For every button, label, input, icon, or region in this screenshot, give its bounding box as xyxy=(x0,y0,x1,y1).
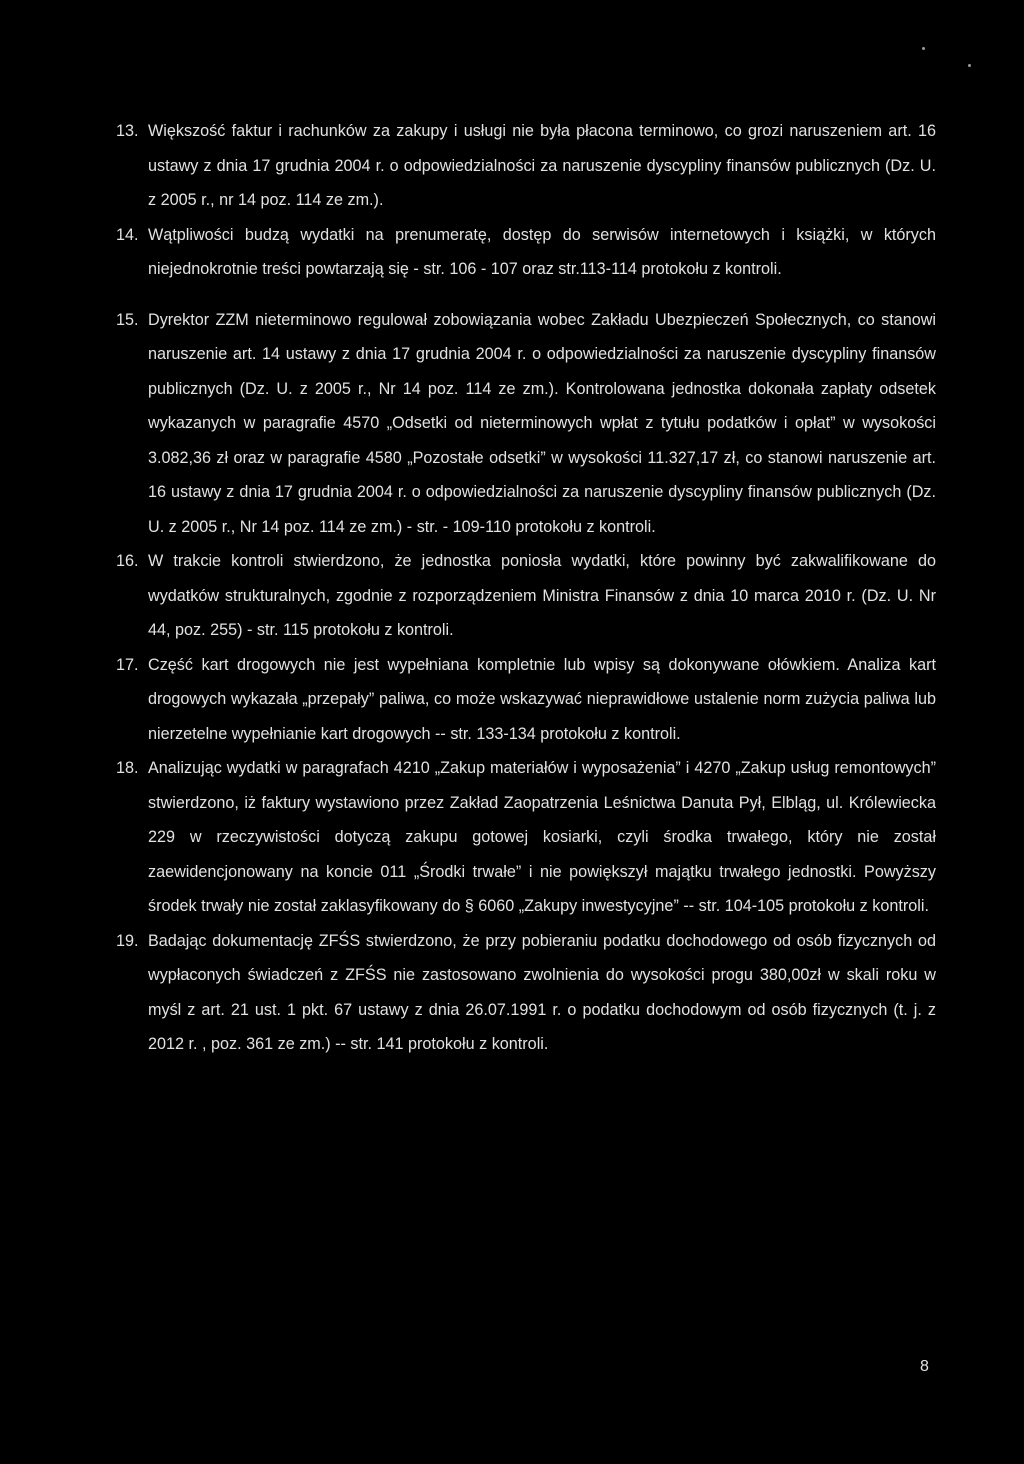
item-number: 19. xyxy=(116,931,139,950)
item-text: Badając dokumentację ZFŚS stwierdzono, że przy pobieraniu podatku dochodowego od osób fizycznych od wypłaconych świadczeń z ZFŚS nie zastosowano zwolnienia do wysokości progu 380,00zł w skali roku w myśl z art. 21 ust. 1 pkt. 67 ustawy z dnia 26.07.1991 r. o podatku dochodowym od osób fizycznych (t. j. z 2012 r. , poz. 361 ze zm.) -- str. 141 protokołu z kontroli. xyxy=(148,931,936,1053)
findings-list xyxy=(116,114,936,1062)
finding-item xyxy=(116,303,936,545)
item-number: 16. xyxy=(116,552,139,570)
item-number: 13. xyxy=(116,122,139,140)
page-number: 8 xyxy=(920,1358,929,1375)
scan-speck xyxy=(922,47,925,50)
item-text: Większość faktur i rachunków za zakupy i usługi nie była płacona terminowo, co grozi naruszeniem art. 16 ustawy z dnia 17 grudnia 2004 r. o odpowiedzialności za naruszenie dyscypliny finansów publicznych (Dz. U. z 2005 r., nr 14 poz. 114 ze zm.). xyxy=(148,122,936,209)
item-text: W trakcie kontroli stwierdzono, że jednostka poniosła wydatki, które powinny być zakwalifikowane do wydatków strukturalnych, zgodnie z rozporządzeniem Ministra Finansów z dnia 10 marca 2010 r. (Dz. U. Nr 44, poz. 255) - str. 115 protokołu z kontroli. xyxy=(148,552,936,639)
item-text: Część kart drogowych nie jest wypełniana kompletnie lub wpisy są dokonywane ołówkiem. Analiza kart drogowych wykazała „przepały” paliwa, co może wskazywać nieprawidłowe ustalenie norm zużycia paliwa lub nierzetelne wypełnianie kart drogowych -- str. 133-134 protokołu z kontroli. xyxy=(148,655,936,743)
item-number: 14. xyxy=(116,225,139,244)
item-number: 17. xyxy=(116,655,139,674)
scan-speck xyxy=(968,64,971,67)
finding-item xyxy=(116,924,936,1062)
finding-item xyxy=(116,114,936,218)
finding-item xyxy=(116,648,936,752)
item-number: 15. xyxy=(116,310,139,329)
item-text: Dyrektor ZZM nieterminowo regulował zobowiązania wobec Zakładu Ubezpieczeń Społecznych, co stanowi naruszenie art. 14 ustawy z dnia 17 grudnia 2004 r. o odpowiedzialności za naruszenie dyscypliny finansów publicznych (Dz. U. z 2005 r., Nr 14 poz. 114 ze zm.). Kontrolowana jednostka dokonała zapłaty odsetek wykazanych w paragrafie 4570 „Odsetki od nieterminowych wpłat z tytułu podatków i opłat” w wysokości 3.082,36 zł oraz w paragrafie 4580 „Pozostałe odsetki” w wysokości 11.327,17 zł, co stanowi naruszenie art. 16 ustawy z dnia 17 grudnia 2004 r. o odpowiedzialności za naruszenie dyscypliny finansów publicznych (Dz. U. z 2005 r., Nr 14 poz. 114 ze zm.) - str. - 109-110 protokołu z kontroli. xyxy=(148,310,936,536)
finding-item xyxy=(116,218,936,287)
item-text: Analizując wydatki w paragrafach 4210 „Zakup materiałów i wyposażenia” i 4270 „Zakup usług remontowych” stwierdzono, iż faktury wystawiono przez Zakład Zaopatrzenia Leśnictwa Danuta Pył, Elbląg, ul. Królewiecka 229 w rzeczywistości dotyczą zakupu gotowej kosiarki, czyli środka trwałego, który nie został zaewidencjonowany na koncie 011 „Środki trwałe” i nie powiększył majątku trwałego jednostki. Powyższy środek trwały nie został zaklasyfikowany do § 6060 „Zakupy inwestycyjne” -- str. 104-105 protokołu z kontroli. xyxy=(148,759,936,915)
finding-item xyxy=(116,751,936,924)
item-text: Wątpliwości budzą wydatki na prenumeratę, dostęp do serwisów internetowych i książki, w których niejednokrotnie treści powtarzają się - str. 106 - 107 oraz str.113-114 protokołu z kontroli. xyxy=(148,225,936,278)
finding-item xyxy=(116,544,936,648)
item-number: 18. xyxy=(116,759,139,777)
